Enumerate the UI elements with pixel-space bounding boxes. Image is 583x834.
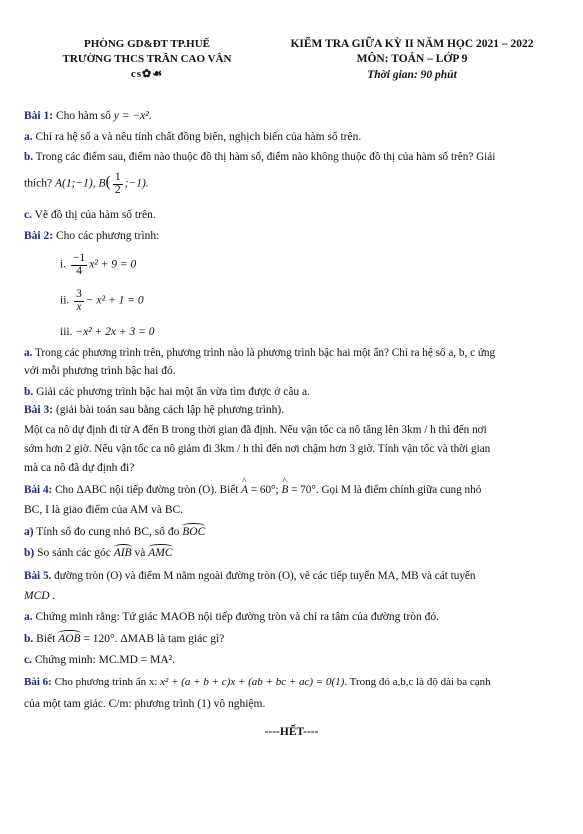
- problem-1b-points: thích? A(1;−1), B( $\frac{1}{2}$ ;−1).: [24, 171, 149, 196]
- problem-4: Bài 4: Cho ΔABC nội tiếp đường tròn (O). Biết ^ A = 60°; ^ B = 70°. Gọi M là điểm chính giữa cung nhỏ: [24, 484, 564, 497]
- problem-3-line-1: Một ca nô dự định đi từ A đến B trong thời gian đã định. Nếu vận tốc ca nô tăng lên 3km / h thì đến nơi: [24, 424, 487, 436]
- problem-4-label: Bài 4:: [24, 484, 53, 496]
- exam-title: KIỂM TRA GIỮA KỲ II NĂM HỌC 2021 – 2022: [290, 38, 534, 50]
- problem-2a-cont: với mỗi phương trình bậc hai đó.: [24, 365, 176, 377]
- problem-6: Bài 6: Cho phương trình ẩn x: x² + (a + b + c)x + (ab + bc + ac) = 0(1). Trong đó a,b,c là độ dài ba cạnh: [24, 676, 491, 688]
- problem-1-text: Cho hàm số: [53, 110, 114, 122]
- problem-1c: c. Vẽ đồ thị của hàm số trên.: [24, 209, 156, 221]
- problem-3-line-3: mà ca nô đã dự định đi?: [24, 462, 135, 474]
- problem-5b: b. Biết AOB = 120°. ΔMAB là tam giác gì?: [24, 633, 225, 645]
- problem-3-label: Bài 3:: [24, 404, 54, 416]
- problem-1b: b. Trong các điểm sau, điểm nào thuộc đồ thị hàm số, điểm nào không thuộc đồ thị của hàm số trên? Giải: [24, 151, 496, 163]
- problem-3: Bài 3: (giải bài toán sau bằng cách lập hệ phương trình).: [24, 404, 285, 416]
- equation-ii: ii. $\frac{3}{x}$ − x² + 1 = 0: [60, 288, 144, 313]
- department-name: PHÒNG GD&ĐT TP.HUẾ: [83, 38, 210, 50]
- equation-iii: iii. −x² + 2x + 3 = 0: [60, 326, 155, 338]
- problem-6-label: Bài 6:: [24, 676, 52, 688]
- problem-4-line-2: BC, I là giao điểm của AM và BC.: [24, 504, 184, 516]
- fraction: $\frac{1}{2}$: [114, 171, 121, 196]
- end-marker: ----HẾT----: [264, 726, 319, 738]
- problem-1-function: y = −x²: [113, 110, 149, 122]
- problem-5a: a. Chứng minh rằng: Tứ giác MAOB nội tiếp đường tròn và chỉ ra tâm của đường tròn đó.: [24, 611, 440, 623]
- problem-6-line-2: của một tam giác. C/m: phương trình (1) vô nghiệm.: [24, 698, 266, 710]
- problem-5-label: Bài 5.: [24, 570, 52, 582]
- school-name: TRƯỜNG THCS TRẦN CAO VÂN: [62, 53, 232, 65]
- problem-5: Bài 5. đường tròn (O) và điểm M nằm ngoài đường tròn (O), vẽ các tiếp tuyến MA, MB và cát tuyến: [24, 570, 476, 582]
- problem-5c: c. Chứng minh: MC.MD = MA².: [24, 654, 175, 666]
- exam-duration: Thời gian: 90 phút: [367, 69, 457, 81]
- problem-2b: b. Giải các phương trình bậc hai một ẩn vừa tìm được ở câu a.: [24, 386, 311, 398]
- problem-5-line-2: MCD .: [24, 590, 56, 602]
- problem-2-label: Bài 2:: [24, 230, 54, 242]
- problem-2: Bài 2: Cho các phương trình:: [24, 230, 160, 242]
- problem-1: Bài 1: Cho hàm số y = −x².: [24, 110, 152, 122]
- equation-i: i. $\frac{-1}{4}$ x² + 9 = 0: [60, 252, 137, 277]
- problem-4b: b) So sánh các góc AIB và AMC: [24, 547, 173, 559]
- problem-2a: a. Trong các phương trình trên, phương trình nào là phương trình bậc hai một ẩn? Chỉ ra hệ số a, b, c ứng: [24, 347, 496, 359]
- ornament: cs✿☙: [130, 68, 164, 80]
- subject-title: MÔN: TOÁN – LỚP 9: [356, 53, 468, 65]
- problem-1a: a. Chỉ ra hệ số a và nêu tính chất đồng biến, nghịch biến của hàm số trên.: [24, 131, 362, 143]
- problem-4a: a) Tính số đo cung nhỏ BC, số đo BOC: [24, 526, 206, 538]
- problem-3-line-2: sớm hơn 2 giờ. Nếu vận tốc ca nô giảm đi 3km / h thì đến nơi chậm hơn 3 giờ. Tính vận tốc và thời gian: [24, 443, 491, 455]
- problem-1-label: Bài 1:: [24, 110, 54, 122]
